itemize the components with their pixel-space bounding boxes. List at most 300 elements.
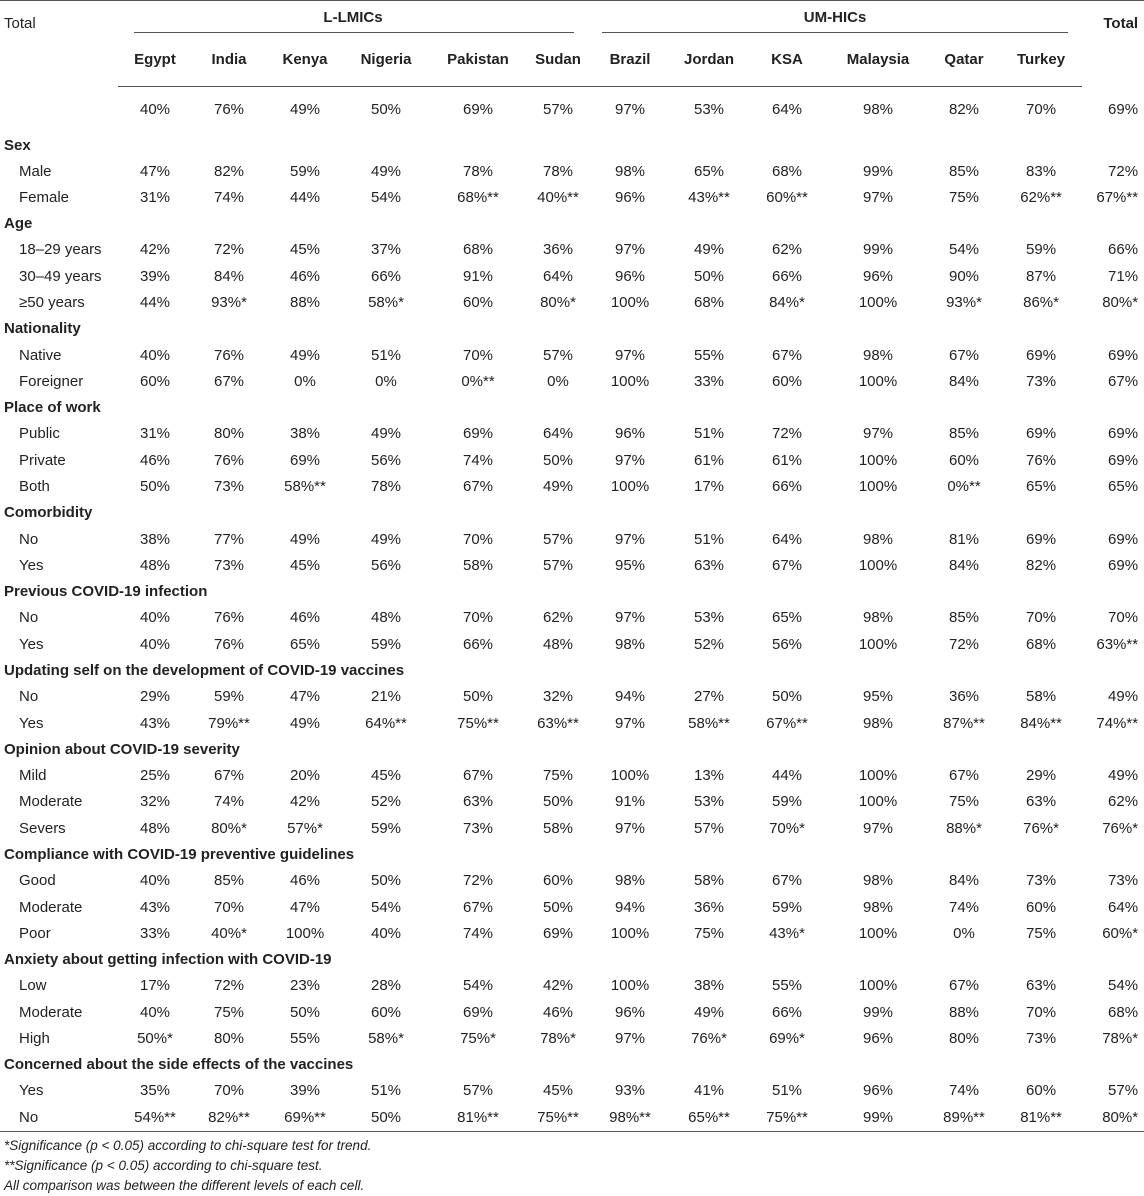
table-cell: 0%: [294, 373, 316, 391]
row-label: No: [0, 1104, 118, 1131]
table-row: [0, 526, 1144, 552]
table-cell: 76%*: [691, 1030, 727, 1048]
table-cell: 63%: [462, 793, 494, 811]
row-label: No: [19, 530, 39, 548]
table-row: [0, 683, 1144, 709]
section-title: Compliance with COVID-19 preventive guidelines: [4, 845, 355, 863]
section-title: Opinion about COVID-19 severity: [4, 740, 240, 758]
table-cell: 73%: [1108, 872, 1139, 890]
table-cell: 39%: [139, 267, 171, 285]
table-cell: 67%**: [766, 714, 808, 732]
table-cell: 74%: [462, 924, 494, 942]
row-label: 18–29 years: [19, 241, 102, 259]
row-label: Severs: [19, 819, 66, 837]
row-label: Moderate: [19, 898, 83, 916]
table-cell: 80%: [213, 1030, 245, 1048]
table-cell: 66%: [462, 635, 494, 653]
table-cell: 100%: [858, 478, 898, 496]
table-cell: 83%: [1026, 162, 1057, 180]
table-row: [0, 290, 1144, 316]
table-cell: 70%: [462, 530, 494, 548]
table-cell: 43%*: [769, 924, 805, 942]
row-label: High: [19, 1030, 50, 1048]
total-column-header: Total: [1082, 1, 1144, 87]
table-cell: 61%: [772, 451, 803, 469]
table-cell: 75%: [694, 924, 725, 942]
table-cell: 69%: [1026, 425, 1057, 443]
table-row: [0, 342, 1144, 368]
country-header-kenya: Kenya: [266, 33, 344, 87]
table-cell: 65%**: [672, 1104, 746, 1131]
table-cell: 100%: [610, 373, 650, 391]
table-cell: 70%: [1108, 609, 1139, 627]
table-cell: 58%: [542, 819, 574, 837]
table-cell: 78%: [542, 162, 574, 180]
section-header-row: [0, 132, 1144, 158]
table-cell: 72%: [213, 241, 245, 259]
table-cell: 25%: [139, 766, 171, 784]
table-cell: 100%: [858, 924, 898, 942]
table-cell: 58%*: [368, 1030, 404, 1048]
table-row: [0, 789, 1144, 815]
table-cell: 33%: [139, 924, 171, 942]
section-header-row: [0, 500, 1144, 526]
table-cell: 60%: [139, 373, 171, 391]
table-cell: 69%*: [769, 1030, 805, 1048]
table-row: [0, 999, 1144, 1025]
footnote-comparison: All comparison was between the different levels of each cell.: [4, 1178, 365, 1193]
table-cell: 43%**: [688, 189, 730, 207]
table-row: [0, 815, 1144, 841]
table-cell: 51%: [370, 1082, 402, 1100]
table-row: [0, 973, 1144, 999]
table-cell: 43%: [139, 714, 171, 732]
table-cell: 67%: [213, 373, 245, 391]
table-cell: 98%: [863, 101, 894, 118]
table-cell: 100%: [858, 294, 898, 312]
table-cell: 39%: [289, 1082, 321, 1100]
table-cell: 32%: [542, 688, 574, 706]
table-cell: 69%: [1108, 451, 1139, 469]
table-cell: 70%: [462, 346, 494, 364]
table-cell: 50%: [289, 1003, 321, 1021]
table-cell: 50%: [542, 898, 574, 916]
table-cell: 67%: [772, 346, 803, 364]
section-title: Sex: [4, 136, 31, 154]
table-row: [0, 1025, 1144, 1051]
table-cell: 80%*: [540, 294, 576, 312]
table-row: [0, 920, 1144, 946]
table-cell: 68%: [694, 294, 725, 312]
table-cell: 68%: [1026, 635, 1057, 653]
table-row: [0, 447, 1144, 473]
country-header-qatar: Qatar: [928, 33, 1000, 87]
table-cell: 69%: [462, 1003, 494, 1021]
table-cell: 47%: [289, 898, 321, 916]
table-cell: 49%: [370, 530, 402, 548]
table-cell: 60%*: [1102, 924, 1139, 942]
table-cell: 50%: [344, 1104, 428, 1131]
table-cell: 81%**: [428, 1104, 528, 1131]
table-cell: 67%: [772, 872, 803, 890]
table-cell: 97%: [615, 714, 646, 732]
table-row: [0, 184, 1144, 210]
table-cell: 63%: [694, 556, 725, 574]
table-cell: 89%**: [928, 1104, 1000, 1131]
table-cell: 99%: [863, 162, 894, 180]
table-cell: 74%: [213, 793, 245, 811]
table-cell: 17%: [139, 977, 171, 995]
table-cell: 76%*: [1023, 819, 1059, 837]
table-row: [0, 1104, 1144, 1131]
table-cell: 38%: [139, 530, 171, 548]
table-cell: 55%: [289, 1030, 321, 1048]
table-cell: 100%: [858, 373, 898, 391]
table-cell: 66%: [772, 267, 803, 285]
table-cell: 74%: [949, 898, 980, 916]
table-cell: 82%: [1026, 556, 1057, 574]
table-cell: 67%: [462, 898, 494, 916]
table-cell: 82%**: [192, 1104, 266, 1131]
table-cell: 49%: [289, 346, 321, 364]
table-cell: 100%: [858, 556, 898, 574]
table-cell: 73%: [213, 478, 245, 496]
table-cell: 62%**: [1020, 189, 1062, 207]
table-cell: 72%: [1108, 162, 1139, 180]
table-cell: 69%: [1026, 346, 1057, 364]
section-title: Age: [4, 215, 33, 233]
section-header-row: [0, 579, 1144, 605]
table-row: [0, 474, 1144, 500]
table-cell: 87%**: [943, 714, 985, 732]
table-cell: 21%: [370, 688, 402, 706]
table-cell: 75%: [213, 1003, 245, 1021]
table-cell: 58%**: [284, 478, 326, 496]
table-cell: 50%: [139, 478, 171, 496]
table-cell: 99%: [863, 241, 894, 259]
table-cell: 67%: [1108, 373, 1139, 391]
table-cell: 64%: [542, 267, 574, 285]
table-cell: 93%*: [946, 294, 982, 312]
overall-row: [0, 87, 1144, 133]
table-cell: 67%: [462, 478, 494, 496]
table-row: [0, 552, 1144, 578]
table-cell: 84%*: [769, 294, 805, 312]
table-cell: 64%: [1108, 898, 1139, 916]
table-cell: 88%: [289, 294, 321, 312]
table-cell: 60%: [949, 451, 980, 469]
table-cell: 44%: [772, 766, 803, 784]
table-cell: 97%: [615, 1030, 646, 1048]
table-cell: 50%: [542, 451, 574, 469]
table-cell: 98%: [863, 898, 894, 916]
table-cell: 51%: [694, 530, 725, 548]
table-cell: 75%**: [746, 1104, 828, 1131]
table-cell: 63%**: [537, 714, 579, 732]
table-cell: 31%: [139, 425, 171, 443]
country-header-turkey: Turkey: [1000, 33, 1082, 87]
table-cell: 91%: [615, 793, 646, 811]
table-cell: 54%: [1108, 977, 1139, 995]
table-cell: 59%: [1026, 241, 1057, 259]
table-row: [0, 421, 1144, 447]
table-cell: 100%: [858, 793, 898, 811]
table-cell: 45%: [542, 1082, 574, 1100]
row-label: No: [19, 688, 39, 706]
table-cell: 76%: [213, 635, 245, 653]
table-cell: 71%: [1108, 267, 1139, 285]
table-cell: 66%: [1108, 241, 1139, 259]
table-row: [0, 1078, 1144, 1104]
group-header-umhics: [588, 1, 1082, 34]
country-header-brazil: Brazil: [588, 33, 672, 87]
table-cell: 62%: [542, 609, 574, 627]
table-cell: 55%: [694, 346, 725, 364]
row-label: Private: [19, 451, 66, 469]
row-label: Yes: [19, 714, 44, 732]
table-cell: 84%: [949, 373, 980, 391]
table-cell: 13%: [694, 766, 725, 784]
table-cell: 46%: [289, 267, 321, 285]
table-cell: 100%: [858, 977, 898, 995]
table-cell: 84%: [949, 556, 980, 574]
table-cell: 56%: [370, 451, 402, 469]
row-label: Moderate: [19, 1003, 83, 1021]
overall-label: [0, 87, 118, 133]
table-cell: 60%: [772, 373, 803, 391]
table-cell: 95%: [863, 688, 894, 706]
table-cell: 0%: [547, 373, 569, 391]
table-cell: 98%: [863, 346, 894, 364]
footnote-chisq: **Significance (p < 0.05) according to chi-square test.: [4, 1158, 323, 1173]
table-cell: 96%: [615, 267, 646, 285]
table-cell: 40%: [370, 924, 402, 942]
table-cell: 81%**: [1000, 1104, 1082, 1131]
table-cell: 23%: [289, 977, 321, 995]
table-cell: 54%: [949, 241, 980, 259]
table-cell: 64%: [772, 101, 803, 118]
table-cell: 40%: [139, 872, 171, 890]
table-cell: 64%**: [365, 714, 407, 732]
table-cell: 46%: [289, 609, 321, 627]
section-title: Updating self on the development of COVID-19 vaccines: [4, 661, 405, 679]
table-cell: 69%**: [266, 1104, 344, 1131]
table-cell: 88%: [949, 1003, 980, 1021]
country-header-egypt: Egypt: [118, 33, 192, 87]
table-cell: 85%: [949, 609, 980, 627]
table-cell: 36%: [542, 241, 574, 259]
table-cell: 60%**: [766, 189, 808, 207]
table-cell: 49%: [694, 1003, 725, 1021]
table-row: [0, 894, 1144, 920]
table-cell: 50%: [370, 101, 402, 118]
table-cell: 59%: [370, 635, 402, 653]
table-cell: 72%: [949, 635, 980, 653]
table-cell: 44%: [139, 294, 171, 312]
table-cell: 51%: [772, 1082, 803, 1100]
table-cell: 0%: [953, 924, 975, 942]
country-header-ksa: KSA: [746, 33, 828, 87]
table-cell: 65%: [772, 609, 803, 627]
table-cell: 49%: [370, 425, 402, 443]
table-cell: 97%: [615, 346, 646, 364]
corner-label: Total: [0, 1, 118, 87]
row-label: Low: [19, 977, 47, 995]
table-cell: 76%: [213, 609, 245, 627]
table-cell: 52%: [694, 635, 725, 653]
table-cell: 80%*: [211, 819, 247, 837]
table-cell: 96%: [615, 1003, 646, 1021]
table-cell: 67%: [949, 977, 980, 995]
row-label: Foreigner: [19, 373, 84, 391]
table-cell: 57%: [542, 346, 574, 364]
table-cell: 62%: [1108, 793, 1139, 811]
table-cell: 75%: [542, 766, 574, 784]
table-cell: 50%: [542, 793, 574, 811]
group-name-umhics: UM-HICs: [803, 8, 867, 26]
row-label: Yes: [19, 635, 44, 653]
table-cell: 66%: [370, 267, 402, 285]
table-cell: 51%: [694, 425, 725, 443]
table-cell: 54%: [370, 898, 402, 916]
row-label: Moderate: [19, 793, 83, 811]
table-cell: 98%: [615, 872, 646, 890]
table-row: [0, 762, 1144, 788]
table-cell: 46%: [542, 1003, 574, 1021]
table-cell: 56%: [772, 635, 803, 653]
table-cell: 0%**: [461, 373, 495, 391]
table-cell: 67%: [949, 346, 980, 364]
table-cell: 58%: [694, 872, 725, 890]
table-cell: 75%**: [457, 714, 499, 732]
table-cell: 64%: [542, 425, 574, 443]
table-cell: 59%: [289, 162, 321, 180]
table-cell: 48%: [370, 609, 402, 627]
table-cell: 93%: [615, 1082, 646, 1100]
table-row: [0, 867, 1144, 893]
row-label: Good: [19, 872, 56, 890]
table-cell: 75%: [949, 793, 980, 811]
table-cell: 74%: [949, 1082, 980, 1100]
country-header-india: India: [192, 33, 266, 87]
table-cell: 50%*: [137, 1030, 173, 1048]
table-row: [0, 631, 1144, 657]
section-title: Comorbidity: [4, 504, 93, 522]
table-cell: 91%: [462, 267, 494, 285]
table-cell: 72%: [772, 425, 803, 443]
table-cell: 45%: [370, 766, 402, 784]
table-cell: 97%: [615, 241, 646, 259]
table-cell: 77%: [213, 530, 245, 548]
table-cell: 98%**: [588, 1104, 672, 1131]
table-cell: 54%**: [118, 1104, 192, 1131]
table-cell: 81%: [949, 530, 980, 548]
table-cell: 69%: [1108, 530, 1139, 548]
table-cell: 59%: [772, 898, 803, 916]
table-cell: 74%: [462, 451, 494, 469]
table-cell: 73%: [1026, 373, 1057, 391]
table-cell: 66%: [772, 478, 803, 496]
table-cell: 63%: [1026, 977, 1057, 995]
table-cell: 45%: [289, 556, 321, 574]
table-cell: 94%: [615, 688, 646, 706]
table-cell: 59%: [370, 819, 402, 837]
country-header-row: [0, 33, 1144, 87]
table-cell: 67%: [949, 766, 980, 784]
table-cell: 70%: [1026, 1003, 1057, 1021]
table-cell: 78%: [462, 162, 494, 180]
section-header-row: [0, 657, 1144, 683]
table-cell: 48%: [139, 819, 171, 837]
table-cell: 70%: [213, 898, 245, 916]
table-cell: 35%: [139, 1082, 171, 1100]
table-cell: 63%: [1026, 793, 1057, 811]
table-cell: 94%: [615, 898, 646, 916]
section-title: Previous COVID-19 infection: [4, 583, 208, 601]
section-header-row: [0, 211, 1144, 237]
table-cell: 58%: [462, 556, 494, 574]
table-cell: 57%: [694, 819, 725, 837]
table-cell: 58%**: [688, 714, 730, 732]
table-cell: 98%: [615, 635, 646, 653]
table-cell: 37%: [370, 241, 402, 259]
table-cell: 56%: [370, 556, 402, 574]
country-header-jordan: Jordan: [672, 33, 746, 87]
table-cell: 42%: [139, 241, 171, 259]
table-cell: 49%: [694, 241, 725, 259]
table-cell: 98%: [863, 530, 894, 548]
table-cell: 76%*: [1102, 819, 1139, 837]
table-cell: 49%: [289, 530, 321, 548]
table-cell: 40%**: [537, 189, 579, 207]
table-cell: 68%: [462, 241, 494, 259]
table-cell: 46%: [139, 451, 171, 469]
section-header-row: [0, 947, 1144, 973]
table-cell: 96%: [615, 189, 646, 207]
table-cell: 68%: [1108, 1003, 1139, 1021]
table-cell: 79%**: [208, 714, 250, 732]
footnote-trend: *Significance (p < 0.05) according to chi-square test for trend.: [4, 1138, 372, 1153]
table-cell: 63%**: [1096, 635, 1139, 653]
table-cell: 97%: [615, 451, 646, 469]
table-cell: 44%: [289, 189, 321, 207]
table-cell: 78%*: [540, 1030, 576, 1048]
table-cell: 69%: [1108, 425, 1139, 443]
table-cell: 46%: [289, 872, 321, 890]
table-cell: 69%: [1108, 100, 1139, 118]
table-cell: 95%: [615, 556, 646, 574]
table-cell: 53%: [694, 793, 725, 811]
table-cell: 69%: [1108, 346, 1139, 364]
table-cell: 50%: [370, 872, 402, 890]
table-cell: 82%: [213, 162, 245, 180]
table-cell: 96%: [863, 267, 894, 285]
table-cell: 70%*: [769, 819, 805, 837]
table-cell: 88%*: [946, 819, 982, 837]
table-cell: 75%**: [528, 1104, 588, 1131]
table-cell: 98%: [615, 162, 646, 180]
table-cell: 97%: [863, 819, 894, 837]
table-cell: 48%: [542, 635, 574, 653]
table-cell: 76%: [213, 101, 245, 118]
table-cell: 74%: [213, 189, 245, 207]
row-label: Poor: [19, 924, 51, 942]
table-cell: 100%: [858, 766, 898, 784]
section-header-row: [0, 395, 1144, 421]
table-cell: 67%: [772, 556, 803, 574]
table-cell: 73%: [1026, 872, 1057, 890]
table-cell: 49%: [1108, 688, 1139, 706]
